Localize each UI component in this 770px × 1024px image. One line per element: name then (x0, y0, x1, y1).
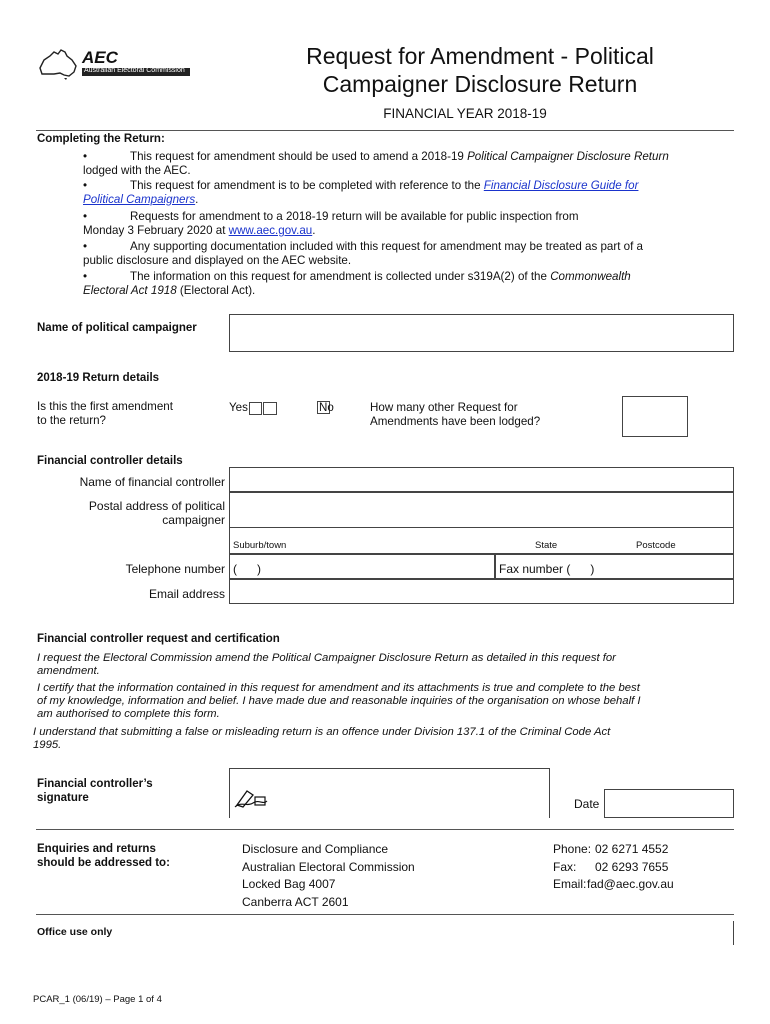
completing-bullet-2: • This request for amendment is to be completed with reference to the Financial Disclosure Guide for Political Campaigners. (83, 179, 639, 206)
postal-address-label: Postal address of political campaigner (88, 499, 225, 527)
address-line: Disclosure and Compliance (242, 842, 389, 856)
header-rule (36, 130, 734, 131)
certification-request: I request the Electoral Commission amend the Political Campaigner Disclosure Return as detailed in this request for amendment. (37, 652, 616, 677)
address-line: Locked Bag 4007 (242, 877, 336, 891)
enquiries-label: Enquiries and returns should be addressed to: (37, 843, 170, 869)
financial-guide-link-2[interactable]: Political Campaigners (83, 193, 196, 206)
email-address[interactable]: fad@aec.gov.au (587, 877, 674, 891)
date-field[interactable] (604, 789, 734, 818)
certification-heading: Financial controller request and certification (37, 633, 280, 645)
completing-bullet-1: • This request for amendment should be used to amend a 2018-19 Political Campaigner Disclosure Return lodged with the AEC. (83, 150, 669, 177)
title-line-1: Request for Amendment - Political (306, 43, 654, 69)
certification-statement: I certify that the information contained in this request for amendment and its attachments is true and complete to the best of my knowledge, information and belief. I have made due and reasonable inquiries of the organisation on whose behalf I am authorised to complete this form. (37, 682, 641, 720)
completing-bullet-5: • The information on this request for amendment is collected under s319A(2) of the Commonwealth Electoral Act 1918 (Electoral Act). (83, 270, 631, 297)
email-field[interactable] (229, 579, 734, 604)
pen-signature-icon (233, 787, 269, 809)
phone-label: Phone: (553, 842, 592, 856)
telephone-label: Telephone number (125, 562, 225, 576)
aec-website-link[interactable]: www.aec.gov.au (228, 224, 313, 237)
yes-label: Yes (229, 401, 248, 414)
enquiries-rule (36, 914, 734, 915)
signature-rule (36, 829, 734, 830)
offence-statement: I understand that submitting a false or misleading return is an offence under Division 137.1 of the Criminal Code Act 1995. (33, 726, 611, 751)
logo-abbrev: AEC (82, 48, 118, 67)
signature-label: Financial controller’s signature (37, 778, 153, 804)
postal-address-field[interactable] (229, 492, 734, 528)
email-label: Email address (148, 587, 225, 601)
no-label: No (319, 401, 334, 414)
yes-checkbox[interactable] (249, 402, 262, 415)
completing-bullet-4: • Any supporting documentation included with this request for amendment may be treated as part of a public disclosure and displayed on the AEC website. (83, 240, 643, 267)
page-title (220, 42, 740, 98)
office-use-divider (733, 921, 734, 945)
first-amendment-question: Is this the first amendment to the return? (37, 400, 173, 427)
controller-name-label: Name of financial controller (79, 475, 225, 489)
completing-heading: Completing the Return: (37, 133, 165, 145)
office-use-label: Office use only (37, 926, 113, 938)
signature-field[interactable] (229, 768, 550, 818)
how-many-question: How many other Request for Amendments have been lodged? (370, 401, 541, 428)
suburb-label: Suburb/town (233, 540, 287, 551)
fax-contact-label: Fax: (553, 859, 577, 874)
return-details-heading: 2018-19 Return details (37, 372, 160, 384)
fax-label: Fax number ( ) (499, 562, 595, 576)
form-code: PCAR_1 (06/19) – Page 1 of 4 (33, 994, 162, 1005)
address-line: Australian Electoral Commission (242, 859, 415, 874)
financial-guide-link[interactable]: Financial Disclosure Guide for (483, 179, 639, 192)
telephone-prefix: ( ) (233, 562, 261, 576)
enquiries-address (242, 841, 415, 911)
address-line: Canberra ACT 2601 (242, 894, 349, 909)
campaigner-name-label: Name of political campaigner (37, 322, 197, 334)
postcode-label: Postcode (636, 540, 676, 551)
financial-year: FINANCIAL YEAR 2018-19 (383, 106, 547, 121)
logo-full-name: Australian Electoral Commission (84, 67, 185, 74)
controller-heading: Financial controller details (37, 455, 183, 467)
enquiries-contact (553, 841, 674, 894)
phone-number: 02 6271 4552 (595, 842, 669, 856)
campaigner-name-field[interactable] (229, 314, 734, 352)
fax-number: 02 6293 7655 (595, 859, 669, 874)
title-line-2: Campaigner Disclosure Return (322, 71, 638, 97)
amendments-count-field[interactable] (622, 396, 688, 437)
aec-logo (36, 46, 196, 82)
state-label: State (535, 540, 558, 551)
australia-map-icon (36, 46, 82, 82)
yes-checkbox-2[interactable] (263, 402, 277, 415)
completing-bullet-3: • Requests for amendment to a 2018-19 return will be available for public inspection from Monday 3 February 2020 at www.aec.gov.au. (83, 210, 579, 237)
telephone-field[interactable] (229, 554, 495, 579)
email-contact-label: Email: (553, 877, 587, 891)
date-label: Date (574, 797, 600, 811)
controller-name-field[interactable] (229, 467, 734, 492)
logo-name-bar (82, 68, 190, 76)
